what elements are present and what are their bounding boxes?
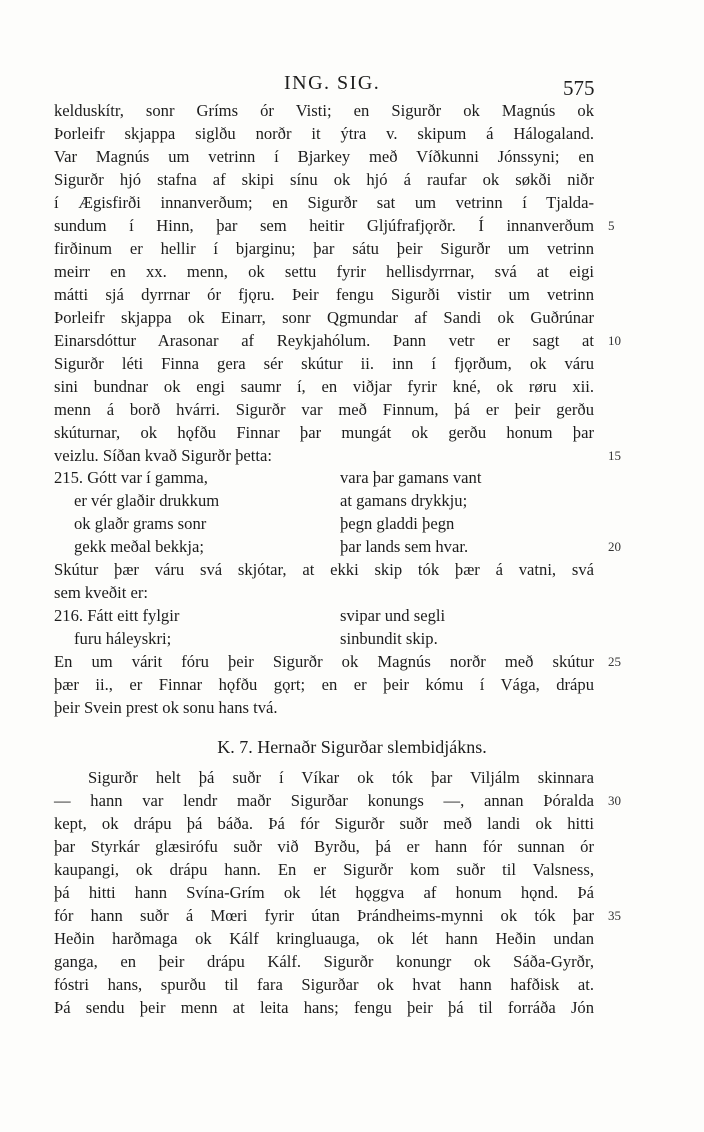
text-line: Sigurðr helt þá suðr í Víkar ok tók þar Viljálm skinnara bbox=[88, 768, 594, 787]
text-line: þar Styrkár glæsirófu suðr við Byrðu, þá er hann fór sunnan ór bbox=[54, 837, 594, 856]
verse-left: 215. Gótt var í gamma, bbox=[54, 468, 208, 487]
verse-row bbox=[54, 467, 614, 489]
chapter-heading: K. 7. Hernaðr Sigurðar slembidjákns. bbox=[217, 737, 487, 757]
text-line: meirr en xx. menn, ok settu fyrir hellisdyrrnar, svá at eigi bbox=[54, 262, 594, 281]
text-line: Þorleifr skjappa ok Einarr, sonr Qgmundar af Sandi ok Guðrúnar bbox=[54, 308, 594, 327]
text-line: kept, ok drápu þá báða. Þá fór Sigurðr suðr með landi ok hitti bbox=[54, 814, 594, 833]
verse-right: þar lands sem hvar. bbox=[340, 537, 469, 556]
verse-right: sinbundit skip. bbox=[340, 629, 438, 648]
text-line: firðinum er hellir í bjarginu; þar sátu þeir Sigurðr um vetrinn bbox=[54, 239, 594, 258]
text-line: sundum í Hinn, þar sem heitir Gljúfrafjǫrðr. Í innanverðum bbox=[54, 216, 594, 235]
text-line: Var Magnús um vetrinn í Bjarkey með Víðkunni Jónssyni; en bbox=[54, 147, 594, 166]
text-line: Einarsdóttur Arasonar af Reykjahólum. Þann vetr er sagt at bbox=[54, 331, 594, 350]
text-line: menn á borð hvárri. Sigurðr var með Finnum, þá er þeir gerðu bbox=[54, 400, 594, 419]
running-title: ING. SIG. bbox=[284, 72, 381, 94]
text-line: fór hann suðr á Mœri fyrir útan Þrándheims-mynni ok tók þar bbox=[54, 906, 594, 925]
text-line: sini bundnar ok engi saumr í, en viðjar fyrir kné, ok røru xii. bbox=[54, 377, 594, 396]
line-number: 25 bbox=[608, 654, 621, 669]
text-line: kaupangi, ok drápu hann. En er Sigurðr kom suðr til Valsness, bbox=[54, 860, 594, 879]
verse-right: þegn gladdi þegn bbox=[340, 514, 455, 533]
text-line: skúturnar, ok hǫfðu Finnar þar mungát ok gerðu honum þar bbox=[54, 423, 594, 442]
verse-right: svipar und segli bbox=[340, 606, 446, 625]
text-line: Skútur þær váru svá skjótar, at ekki skip tók þær á vatni, svá bbox=[54, 560, 594, 579]
verse-row bbox=[54, 536, 614, 558]
text-line: Sigurðr léti Finna gera sér skútur ii. inn í fjǫrðum, ok váru bbox=[54, 354, 594, 373]
text-line: Heðin harðmaga ok Kálf kringluauga, ok lét hann Heðin undan bbox=[54, 929, 594, 948]
line-number: 10 bbox=[608, 333, 621, 348]
text-line: fóstri hans, spurðu til fara Sigurðar ok hvat hann hafðisk at. bbox=[54, 975, 594, 994]
text-line: Sigurðr hjó stafna af skipi sínu ok hjó á raufar ok søkði niðr bbox=[54, 170, 594, 189]
verse-row bbox=[54, 605, 614, 627]
text-line: þeir Svein prest ok sonu hans tvá. bbox=[54, 698, 278, 717]
verse-left: er vér glaðir drukkum bbox=[74, 491, 220, 510]
verse-row bbox=[54, 513, 614, 535]
text-line: veizlu. Síðan kvað Sigurðr þetta: bbox=[54, 446, 272, 465]
verse-right: at gamans drykkju; bbox=[340, 491, 468, 510]
line-number: 5 bbox=[608, 218, 615, 233]
verse-left: ok glaðr grams sonr bbox=[74, 514, 207, 533]
verse-row bbox=[54, 490, 614, 512]
verse-left: furu háleyskri; bbox=[74, 629, 172, 648]
line-number: 20 bbox=[608, 539, 621, 554]
text-line: þá hitti hann Svína-Grím ok lét hǫggva af honum hǫnd. Þá bbox=[54, 883, 594, 902]
verse-right: vara þar gamans vant bbox=[340, 468, 482, 487]
text-line: ganga, en þeir drápu Kálf. Sigurðr konungr ok Sáða-Gyrðr, bbox=[54, 952, 594, 971]
line-number: 35 bbox=[608, 908, 621, 923]
line-number: 15 bbox=[608, 448, 621, 463]
text-line: sem kveðit er: bbox=[54, 583, 149, 602]
text-line: Þorleifr skjappa siglðu norðr it ýtra v. skipum á Hálogaland. bbox=[54, 124, 594, 143]
verse-left: 216. Fátt eitt fylgir bbox=[54, 606, 180, 625]
text-line: mátti sjá dyrrnar ór fjǫru. Þeir fengu Sigurði vistir um vetrinn bbox=[54, 285, 594, 304]
line-number: 30 bbox=[608, 793, 621, 808]
page-number: 575 bbox=[563, 76, 595, 100]
text-line: — hann var lendr maðr Sigurðar konungs —, annan Þóralda bbox=[54, 791, 594, 810]
text-line: þær ii., er Finnar hǫfðu gǫrt; en er þeir kómu í Vága, drápu bbox=[54, 675, 594, 694]
text-line: Þá sendu þeir menn at leita hans; fengu þeir þá til forráða Jón bbox=[54, 998, 594, 1017]
verse-row bbox=[54, 628, 614, 650]
verse-left: gekk meðal bekkja; bbox=[74, 537, 204, 556]
text-line: í Ægisfirði innanverðum; en Sigurðr sat um vetrinn í Tjalda- bbox=[54, 193, 594, 212]
running-header bbox=[0, 72, 704, 102]
text-line: kelduskítr, sonr Gríms ór Visti; en Sigurðr ok Magnús ok bbox=[54, 101, 594, 120]
text-line: En um várit fóru þeir Sigurðr ok Magnús norðr með skútur bbox=[54, 652, 594, 671]
